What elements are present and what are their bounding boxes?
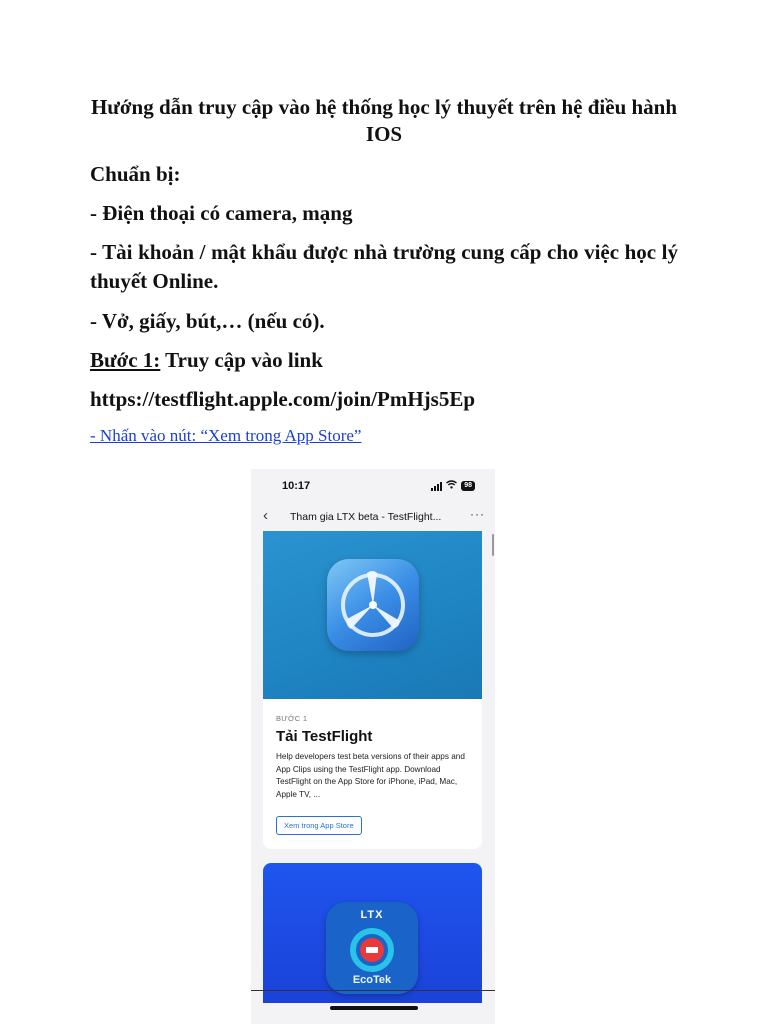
card-description: Help developers test beta versions of their apps and App Clips using the TestFlight app. Download TestFlight on the App Store for iPhone, iPad, Mac, Apple TV, ... [276, 752, 465, 799]
ltx-app-icon [326, 902, 418, 994]
home-indicator[interactable] [330, 1006, 418, 1010]
phone-screenshot [251, 469, 495, 1024]
ecotek-icon-label: EcoTek [352, 974, 392, 986]
step1-label: Bước 1: [90, 348, 161, 372]
home-divider [251, 990, 495, 991]
card-title: Tải TestFlight [276, 728, 373, 745]
nav-bar [251, 503, 495, 531]
wifi-icon [446, 480, 457, 492]
view-in-app-store-button[interactable]: Xem trong App Store [276, 816, 362, 835]
ltx-app-card [263, 863, 482, 1003]
prepare-item-supplies: - Vở, giấy, bút,… (nếu có). [90, 309, 325, 333]
testflight-url[interactable]: https://testflight.apple.com/join/PmHjs5Ep [90, 387, 476, 411]
status-time: 10:17 [282, 480, 311, 492]
testflight-app-icon [327, 559, 419, 651]
ltx-icon-label: LTX [360, 909, 384, 921]
step-card [263, 699, 482, 849]
step1-line [90, 346, 678, 375]
battery-icon: 98 [461, 481, 475, 491]
nav-title: Tham gia LTX beta - TestFlight... [290, 511, 442, 523]
signal-icon [431, 482, 442, 491]
status-bar [251, 469, 495, 503]
prepare-item-phone: - Điện thoại có camera, mạng [90, 201, 353, 225]
step1-text: Truy cập vào link [160, 348, 323, 372]
prepare-item-account: - Tài khoản / mật khẩu được nhà trường cung cấp cho việc học lý thuyết Online. [90, 240, 678, 293]
more-icon[interactable]: ··· [470, 507, 485, 521]
scroll-indicator[interactable] [492, 534, 494, 556]
status-icons [431, 480, 475, 492]
step-kicker: BƯỚC 1 [276, 714, 308, 723]
document-title: Hướng dẫn truy cập vào hệ thống học lý thuyết trên hệ điều hành IOS [90, 95, 678, 146]
instruction-link[interactable]: - Nhấn vào nút: “Xem trong App Store” [90, 426, 362, 445]
back-icon[interactable]: ‹ [263, 507, 268, 524]
prepare-heading: Chuẩn bị: [90, 162, 181, 186]
testflight-hero [263, 531, 482, 699]
